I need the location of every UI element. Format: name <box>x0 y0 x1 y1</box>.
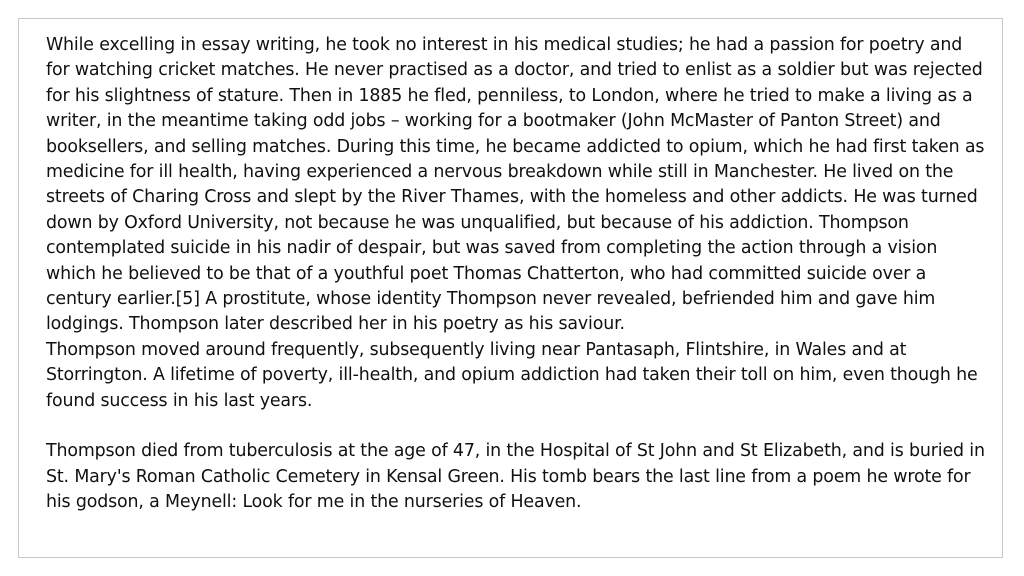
paragraph-spacer <box>46 414 991 439</box>
paragraph-early-life: While excelling in essay writing, he took no interest in his medical studies; he had a passion for poetry and for watching cricket matches. He never practised as a doctor, and tried to enlist as a soldier but was rejected for his slightness of stature. Then in 1885 he fled, penniless, to London, where he tried to make a living as a writer, in the meantime taking odd jobs – working for a bootmaker (John McMaster of Panton Street) and booksellers, and selling matches. During this time, he became addicted to opium, which he had first taken as medicine for ill health, having experienced a nervous breakdown while still in Manchester. He lived on the streets of Charing Cross and slept by the River Thames, with the homeless and other addicts. He was turned down by Oxford University, not because he was unqualified, but because of his addiction. Thompson contemplated suicide in his nadir of despair, but was saved from completing the action through a vision which he believed to be that of a youthful poet Thomas Chatterton, who had committed suicide over a century earlier.[5] A prostitute, whose identity Thompson never revealed, befriended him and gave him lodgings. Thompson later described her in his poetry as his saviour. <box>46 35 985 335</box>
document-body <box>46 33 991 516</box>
paragraph-death: Thompson died from tuberculosis at the age of 47, in the Hospital of St John and St Elizabeth, and is buried in St. Mary's Roman Catholic Cemetery in Kensal Green. His tomb bears the last line from a poem he wrote for his godson, a Meynell: Look for me in the nurseries of Heaven. <box>46 441 985 513</box>
paragraph-later-life: Thompson moved around frequently, subsequently living near Pantasaph, Flintshire, in Wales and at Storrington. A lifetime of poverty, ill-health, and opium addiction had taken their toll on him, even though he found success in his last years. <box>46 339 978 411</box>
document-frame <box>18 18 1003 558</box>
